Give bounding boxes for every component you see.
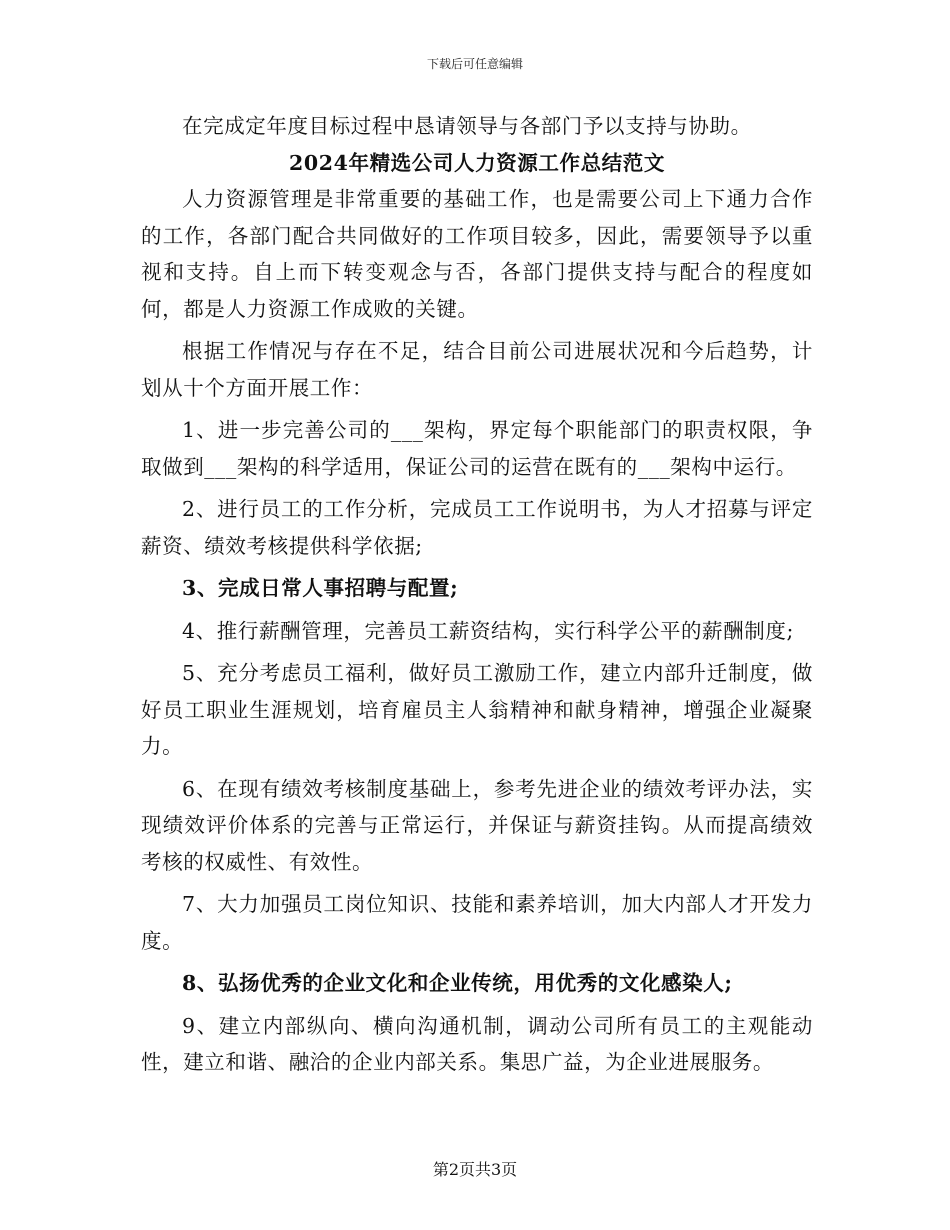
page-header-note: 下载后可任意编辑 (426, 57, 523, 71)
plan-item-4: 4、推行薪酬管理，完善员工薪资结构，实行科学公平的薪酬制度; (182, 618, 794, 643)
plan-item-9: 9、建立内部纵向、横向沟通机制，调动公司所有员工的主观能动性，建立和谐、融洽的企业内部关系。集思广益，为企业进展服务。 (141, 1013, 813, 1074)
document-title: 2024年精选公司人力资源工作总结范文 (289, 150, 665, 175)
plan-item-1: 1、进一步完善公司的___架构，界定每个职能部门的职责权限，争取做到___架构的科学适用，保证公司的运营在既有的___架构中运行。 (141, 418, 813, 479)
page-number: 第2页共3页 (432, 1160, 518, 1179)
intro-line: 在完成定年度目标过程中恳请领导与各部门予以支持与协助。 (182, 114, 752, 138)
paragraph-plan-intro: 根据工作情况与存在不足，结合目前公司进展状况和今后趋势，计划从十个方面开展工作： (141, 339, 813, 400)
plan-item-5: 5、充分考虑员工福利，做好员工激励工作，建立内部升迁制度，做好员工职业生涯规划，培育雇员主人翁精神和献身精神，增强企业凝聚力。 (141, 661, 813, 758)
paragraph-overview: 人力资源管理是非常重要的基础工作，也是需要公司上下通力合作的工作，各部门配合共同做好的工作项目较多，因此，需要领导予以重视和支持。自上而下转变观念与否，各部门提供支持与配合的程度如何，都是人力资源工作成败的关键。 (141, 187, 813, 321)
document-body (141, 108, 813, 1081)
plan-item-7: 7、大力加强员工岗位知识、技能和素养培训，加大内部人才开发力度。 (141, 892, 813, 953)
plan-item-2: 2、进行员工的工作分析，完成员工工作说明书，为人才招募与评定薪资、绩效考核提供科学依据; (141, 497, 813, 558)
plan-item-8: 8、弘扬优秀的企业文化和企业传统，用优秀的文化感染人; (182, 971, 733, 995)
plan-item-6: 6、在现有绩效考核制度基础上，参考先进企业的绩效考评办法，实现绩效评价体系的完善与正常运行，并保证与薪资挂钩。从而提高绩效考核的权威性、有效性。 (141, 776, 813, 874)
plan-item-3: 3、完成日常人事招聘与配置; (182, 576, 459, 600)
